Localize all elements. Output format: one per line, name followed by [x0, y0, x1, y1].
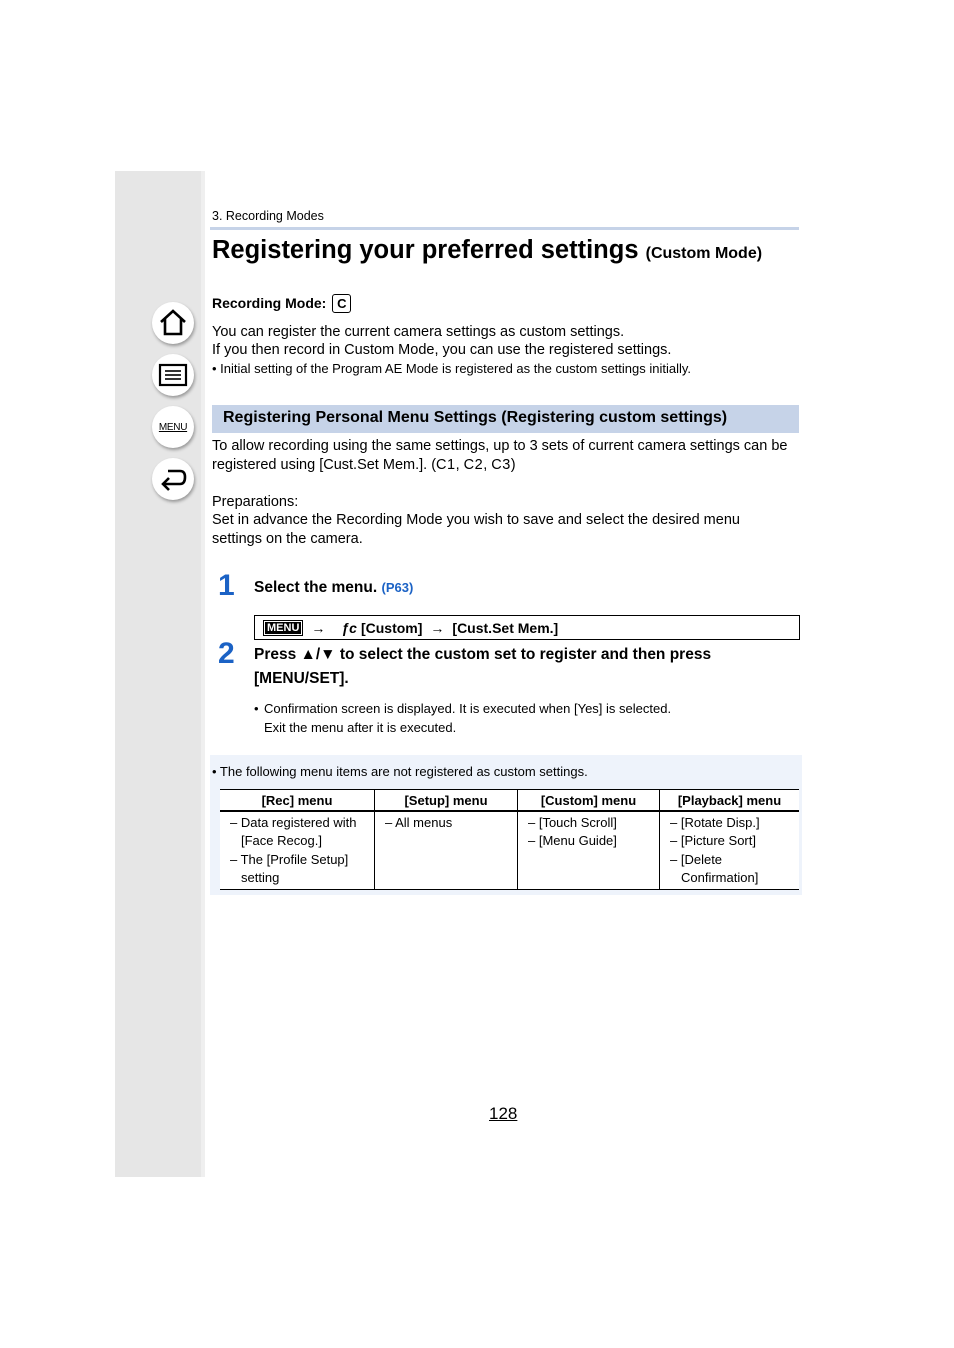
step-1-number: 1	[218, 569, 235, 602]
intro-line-1: You can register the current camera settings as custom settings.	[212, 324, 625, 340]
step-1-text	[254, 576, 413, 600]
table-header: [Rec] menu	[220, 790, 375, 812]
separator: ,	[455, 457, 464, 473]
body-line-1: To allow recording using the same settings, up to 3 sets of current camera settings can be	[212, 438, 788, 454]
menu-badge: MENU	[263, 620, 303, 636]
page-number: 128	[489, 1104, 518, 1123]
table-cell	[375, 811, 518, 890]
excluded-items-table	[220, 789, 799, 890]
menu-path-item-custom: [Custom]	[360, 619, 423, 636]
custom-mode-icon: C	[332, 294, 351, 313]
preparations-line-2: settings on the camera.	[212, 531, 363, 547]
menu-button[interactable]	[152, 406, 194, 448]
note-text: • The following menu items are not registered as custom settings.	[212, 764, 588, 779]
sidebar-edge	[201, 171, 205, 1177]
list-item: – All menus	[385, 815, 453, 830]
close-paren: )	[510, 457, 516, 473]
title-main: Registering your preferred settings	[212, 236, 639, 264]
table-cell	[518, 811, 660, 890]
preparations-line-1: Set in advance the Recording Mode you wish to save and select the desired menu	[212, 512, 740, 528]
home-button[interactable]	[152, 302, 194, 344]
header-rule	[210, 227, 799, 230]
recording-mode	[212, 292, 351, 313]
list-item: – [Touch Scroll]	[528, 815, 617, 830]
section-heading: Registering Personal Menu Settings (Registering custom settings)	[223, 409, 728, 426]
table-cell	[220, 811, 375, 890]
intro-line-2: If you then record in Custom Mode, you can use the registered settings.	[212, 342, 672, 358]
list-item: – [Rotate Disp.]	[670, 815, 760, 830]
list-item: – [Menu Guide]	[528, 833, 617, 849]
menu-path	[254, 615, 800, 640]
section-heading-bar	[212, 405, 799, 433]
arrow-icon: →	[430, 619, 445, 636]
step-2-line-1: Press ▲/▼ to select the custom set to register and then press	[254, 646, 712, 663]
c3-icon: C3	[491, 457, 511, 473]
back-button[interactable]	[152, 458, 194, 500]
custom-menu-icon: ƒc	[341, 619, 357, 636]
page-title	[212, 236, 762, 265]
table-header-row	[220, 790, 799, 812]
confirmation-line-2: Exit the menu after it is executed.	[264, 720, 457, 735]
table-cell	[660, 811, 800, 890]
contents-list-icon	[158, 363, 188, 387]
step-2-number: 2	[218, 637, 235, 670]
c2-icon: C2	[463, 457, 484, 473]
preparations-label: Preparations:	[212, 494, 299, 510]
table-header: [Setup] menu	[375, 790, 518, 812]
contents-button[interactable]	[152, 354, 194, 396]
list-item: – Data registered with [Face Recog.]	[230, 815, 357, 849]
c1-icon: C1	[436, 457, 456, 473]
table-header: [Custom] menu	[518, 790, 660, 812]
home-icon	[158, 309, 188, 337]
page-link-p63[interactable]: (P63)	[381, 580, 414, 595]
step-1-label: Select the menu.	[254, 579, 378, 596]
separator: ,	[483, 457, 492, 473]
arrow-icon: →	[311, 619, 326, 636]
body-line-2	[212, 456, 516, 475]
recording-mode-label: Recording Mode:	[212, 294, 327, 311]
back-icon	[158, 465, 188, 493]
list-item: – [Picture Sort]	[670, 833, 756, 849]
menu-icon: MENU	[158, 421, 188, 433]
breadcrumb: 3. Recording Modes	[212, 209, 324, 223]
intro-note: • Initial setting of the Program AE Mode is registered as the custom settings initially.	[212, 361, 692, 376]
title-sub: (Custom Mode)	[645, 245, 763, 262]
list-item: – The [Profile Setup] setting	[230, 851, 349, 885]
body-line-2-text: registered using [Cust.Set Mem.]. (	[212, 457, 437, 473]
confirmation-bullet: •	[254, 701, 259, 716]
step-2-line-2: [MENU/SET].	[254, 670, 349, 687]
table-row	[220, 811, 799, 890]
menu-path-item-cust-set-mem: [Cust.Set Mem.]	[452, 619, 559, 636]
list-item: – [Delete Confirmation]	[670, 851, 759, 885]
confirmation-line-1: Confirmation screen is displayed. It is executed when [Yes] is selected.	[264, 701, 672, 716]
table-header: [Playback] menu	[660, 790, 800, 812]
